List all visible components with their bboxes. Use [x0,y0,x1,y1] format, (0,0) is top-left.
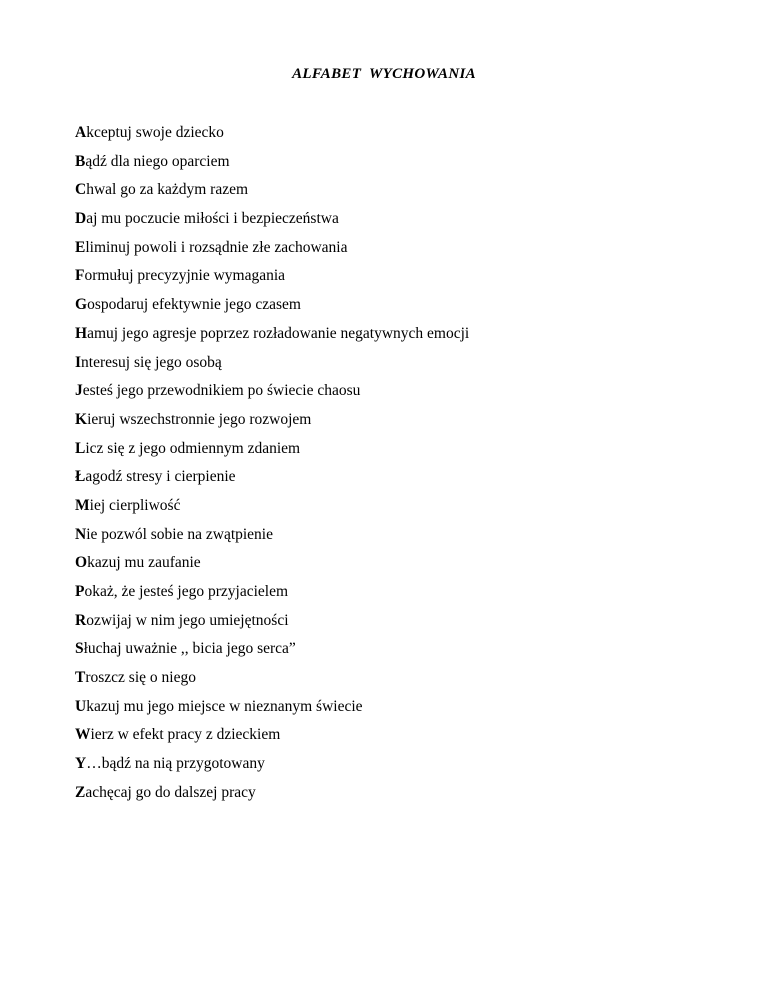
list-item [75,552,469,581]
item-text: ądź dla niego oparciem [85,152,230,170]
item-text: hwal go za każdym razem [86,181,249,199]
item-text: liminuj powoli i rozsądnie złe zachowania [85,238,348,256]
item-initial-letter: H [75,324,88,342]
list-item [75,265,469,294]
item-initial-letter: N [75,525,87,543]
item-initial-letter: Ł [75,468,86,486]
item-initial-letter: L [75,439,86,457]
item-initial-letter: G [75,296,88,314]
item-text: iej cierpliwość [89,496,181,514]
list-item [75,208,469,237]
item-initial-letter: M [75,496,90,514]
list-item [75,753,469,782]
item-text: kceptuj swoje dziecko [86,124,224,141]
list-item [75,294,469,323]
item-initial-letter: P [75,583,85,600]
item-initial-letter: S [75,640,84,658]
item-initial-letter: Z [75,783,86,801]
item-initial-letter: K [75,410,88,428]
item-initial-letter: U [75,697,87,715]
item-text: …bądź na nią przygotowany [86,755,265,773]
item-initial-letter: B [75,152,86,170]
list-item [75,610,469,639]
item-initial-letter: Y [75,755,87,773]
list-item [75,581,469,610]
item-text: icz się z jego odmiennym zdaniem [85,439,301,457]
item-text: achęcaj go do dalszej pracy [85,783,256,801]
item-text: roszcz się o niego [85,669,196,687]
item-initial-letter: C [75,181,87,199]
item-text: ospodaruj efektywnie jego czasem [87,296,301,314]
item-text: okaż, że jesteś jego przyjacielem [84,583,289,600]
item-text: nteresuj się jego osobą [81,353,222,371]
item-text: kazuj mu jego miejsce w nieznanym świecie [86,697,363,715]
item-initial-letter: O [75,554,88,572]
list-item [75,524,469,553]
list-item [75,122,469,151]
item-text: łuchaj uważnie ,, bicia jego serca” [83,640,296,658]
item-text: amuj jego agresje poprzez rozładowanie negatywnych emocji [87,324,470,342]
list-item [75,151,469,180]
item-initial-letter: E [75,238,86,256]
item-initial-letter: J [75,382,83,400]
list-item [75,352,469,381]
item-initial-letter: F [75,267,85,285]
list-item [75,696,469,725]
list-item [75,438,469,467]
alphabet-list [75,122,469,811]
list-item [75,495,469,524]
list-item [75,638,469,667]
item-text: ozwijaj w nim jego umiejętności [86,611,289,629]
item-initial-letter: R [75,611,87,629]
item-initial-letter: D [75,210,87,228]
item-text: ormułuj precyzyjnie wymagania [84,267,286,285]
item-text: agodź stresy i cierpienie [85,468,236,486]
list-item [75,323,469,352]
list-item [75,179,469,208]
list-item [75,724,469,753]
document-title: ALFABET WYCHOWANIA [292,66,476,82]
item-initial-letter: A [75,124,87,141]
item-text: kazuj mu zaufanie [87,554,201,572]
list-item [75,466,469,495]
item-initial-letter: I [75,353,82,371]
item-text: ie pozwól sobie na zwątpienie [86,525,273,543]
item-text: esteś jego przewodnikiem po świecie chaosu [82,382,361,400]
item-initial-letter: T [75,669,86,687]
list-item [75,409,469,438]
item-text: ieruj wszechstronnie jego rozwojem [87,410,312,428]
item-text: ierz w efekt pracy z dzieckiem [90,726,281,744]
item-text: aj mu poczucie miłości i bezpieczeństwa [86,210,339,228]
list-item [75,782,469,811]
item-initial-letter: W [75,726,91,744]
list-item [75,237,469,266]
list-item [75,667,469,696]
list-item [75,380,469,409]
